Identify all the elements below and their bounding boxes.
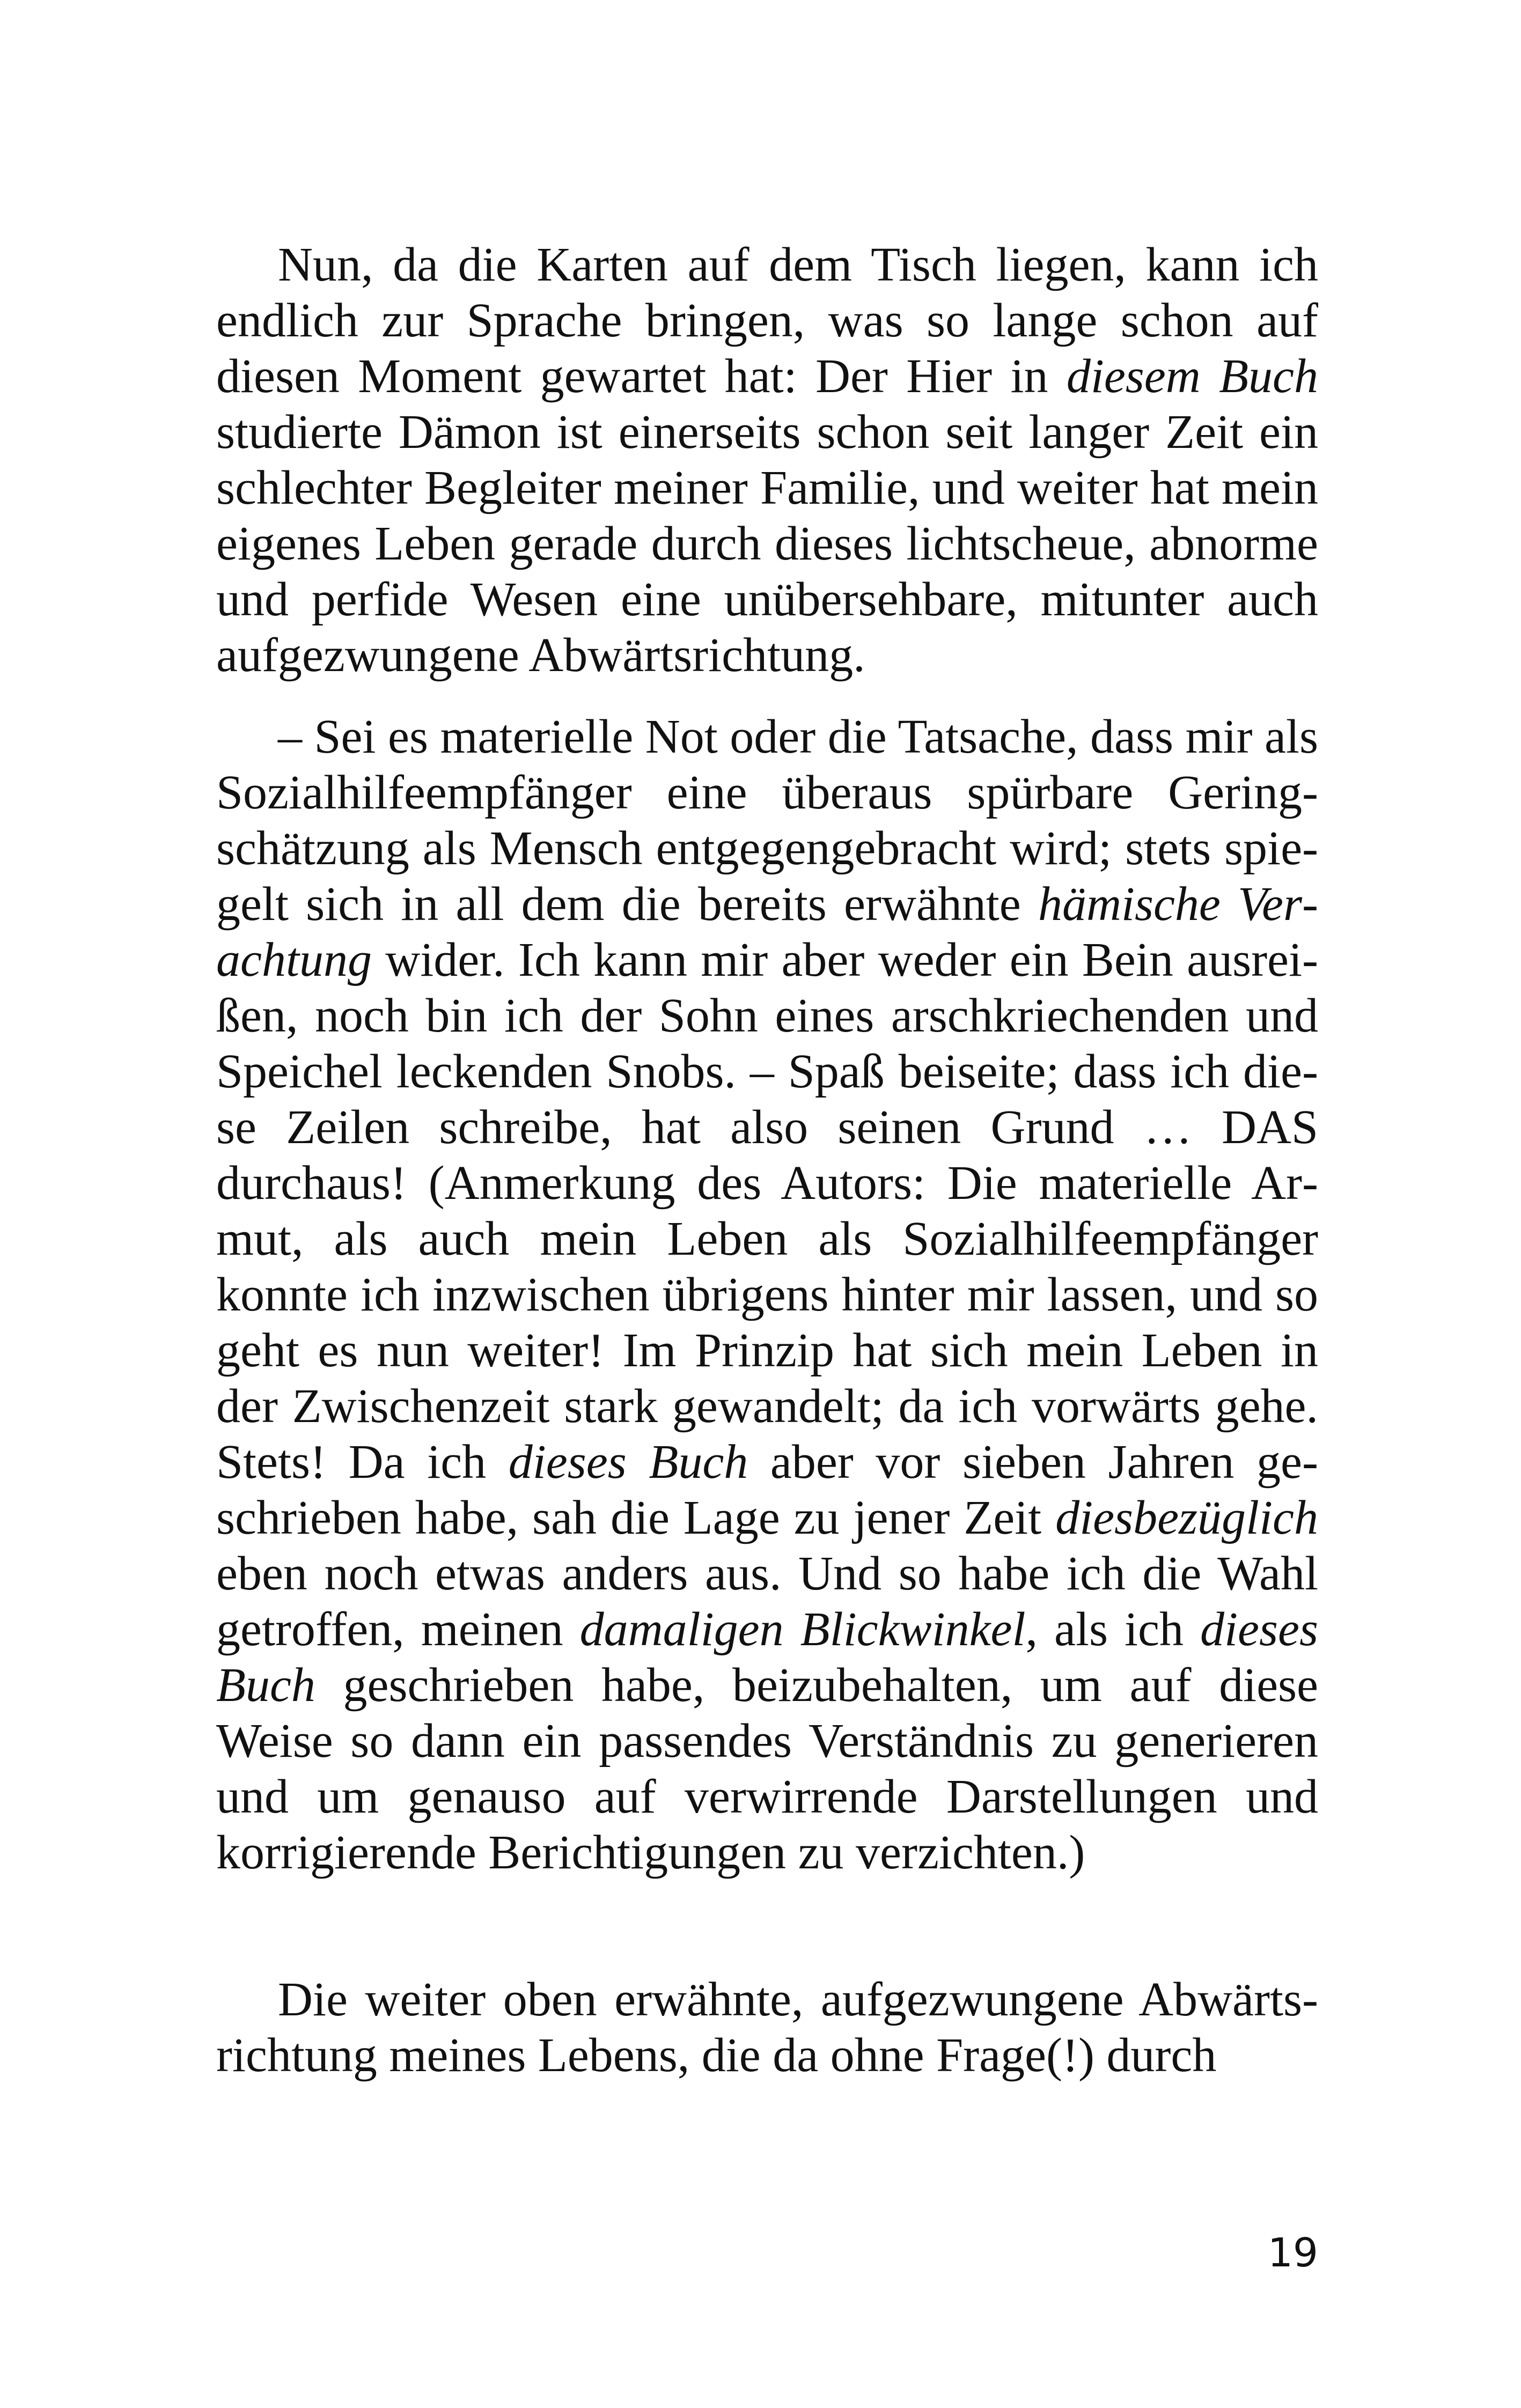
- italic-text-run: damaligen Blickwinkel: [579, 1603, 1026, 1656]
- text-run: – Sei es materielle Not oder die Tatsache, dass mir als Sozialhilfeempfänger eine überaus spürbare Geringschätzung als Mensch entgegengebracht wird; stets spiegelt sich in all dem die bereits erwähnte: [216, 710, 1318, 931]
- text-run: aber vor sieben Jahren geschrieben habe, sah die Lage zu jener Zeit: [216, 1435, 1318, 1544]
- italic-text-run: diesem Buch: [1066, 350, 1318, 403]
- text-run: geschrieben habe, beizubehalten, um auf diese Weise so dann ein passendes Verständnis zu generieren und um genauso auf verwirrende Darstellungen und korrigierende Berichtigungen zu verzichten.): [216, 1659, 1318, 1879]
- paragraph-spacer: [216, 683, 1318, 709]
- text-run: wider. Ich kann mir aber weder ein Bein ausreißen, noch bin ich der Sohn eines arschkriechenden und Speichel leckenden Snobs. – Spaß beiseite; dass ich diese Zeilen schreibe, hat also seinen Grund … DAS durchaus! (Anmerkung des Autors: Die materielle Armut, als auch mein Leben als Sozialhilfeempfänger konnte ich inzwischen übrigens hinter mir lassen, und so geht es nun weiter! Im Prinzip hat sich mein Leben in der Zwischenzeit stark gewandelt; da ich vorwärts gehe. Stets! Da ich: [216, 933, 1318, 1489]
- text-run: studierte Dämon ist einerseits schon seit langer Zeit ein schlechter Begleiter meiner Familie, und weiter hat mein eigenes Leben gerade durch dieses lichtscheue, abnorme und perfide Wesen eine unübersehbare, mitunter auch aufgezwungene Abwärtsrichtung.: [216, 406, 1318, 682]
- body-text: [216, 237, 1318, 2083]
- paragraph-2: [216, 709, 1318, 1881]
- section-spacer: [216, 1881, 1318, 1972]
- text-run: Die weiter oben erwähnte, aufgezwungene Abwärtsrichtung meines Lebens, die da ohne Frage(!) durch: [216, 1973, 1318, 2082]
- text-run: , als ich: [1025, 1603, 1201, 1656]
- text-run: eben noch etwas anders aus. Und so habe ich die Wahl getroffen, meinen: [216, 1547, 1318, 1656]
- paragraph-3: [216, 1972, 1318, 2083]
- paragraph-1: [216, 237, 1318, 683]
- page-number: 19: [1267, 2230, 1318, 2276]
- text-run: Nun, da die Karten auf dem Tisch liegen, kann ich endlich zur Sprache bringen, was so lange schon auf diesen Moment gewartet hat: Der Hier in: [216, 238, 1318, 403]
- italic-text-run: hämische Verachtung: [216, 878, 1318, 986]
- italic-text-run: dieses Buch: [216, 1603, 1318, 1712]
- italic-text-run: diesbezüglich: [1055, 1491, 1318, 1544]
- italic-text-run: dieses Buch: [508, 1435, 748, 1489]
